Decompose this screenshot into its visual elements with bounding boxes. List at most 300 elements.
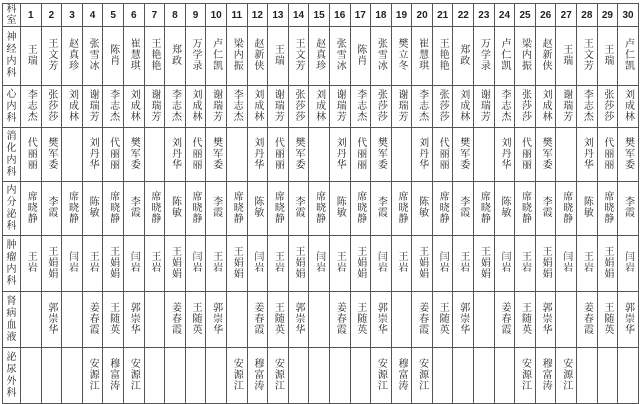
doctor-name: 王娟娟 xyxy=(601,245,613,279)
duty-cell xyxy=(515,27,536,86)
doctor-name: 李志杰 xyxy=(416,88,428,122)
doctor-name: 樊军委 xyxy=(293,136,305,170)
duty-cell xyxy=(185,86,206,128)
doctor-name: 闫岩 xyxy=(560,251,572,273)
doctor-name: 席晓静 xyxy=(272,190,284,224)
doctor-name: 陈肖 xyxy=(107,43,119,66)
doctor-name: 刘丹华 xyxy=(581,136,593,170)
duty-cell xyxy=(556,128,577,182)
duty-cell xyxy=(247,292,268,348)
duty-cell xyxy=(288,128,309,182)
duty-cell xyxy=(144,348,165,404)
duty-cell xyxy=(474,86,495,128)
doctor-name: 闫岩 xyxy=(437,251,449,273)
doctor-name: 卢仁凯 xyxy=(498,38,510,71)
doctor-name: 席晓静 xyxy=(190,190,202,224)
duty-cell xyxy=(494,236,515,292)
doctor-name: 闫岩 xyxy=(66,251,78,273)
duty-cell xyxy=(577,182,598,236)
duty-cell xyxy=(391,182,412,236)
department-label: 消化内科 xyxy=(3,128,21,182)
header-row xyxy=(3,4,639,27)
doctor-name: 崔慧琪 xyxy=(128,38,140,71)
duty-cell xyxy=(329,86,350,128)
doctor-name: 王岩 xyxy=(519,251,531,273)
doctor-name: 代丽丽 xyxy=(354,136,366,170)
duty-cell xyxy=(329,292,350,348)
doctor-name: 代丽丽 xyxy=(25,136,37,170)
duty-cell xyxy=(165,182,186,236)
day-header: 19 xyxy=(391,4,412,27)
doctor-name: 陈敏 xyxy=(498,196,510,218)
duty-cell xyxy=(288,348,309,404)
doctor-name: 王随英 xyxy=(354,301,366,335)
duty-cell xyxy=(494,27,515,86)
duty-cell xyxy=(247,182,268,236)
duty-cell xyxy=(82,348,103,404)
doctor-name: 王岩 xyxy=(581,251,593,273)
doctor-name: 郭崇华 xyxy=(45,301,57,335)
duty-cell xyxy=(21,86,42,128)
doctor-name: 郭崇华 xyxy=(375,301,387,335)
doctor-name: 李霞 xyxy=(375,196,387,218)
schedule-row xyxy=(3,182,639,236)
duty-cell xyxy=(103,27,124,86)
doctor-name: 李霞 xyxy=(457,196,469,218)
duty-cell xyxy=(577,86,598,128)
duty-cell xyxy=(350,236,371,292)
duty-cell xyxy=(21,236,42,292)
duty-cell xyxy=(144,128,165,182)
doctor-name: 闫岩 xyxy=(498,251,510,273)
doctor-name: 谢瑞芳 xyxy=(395,88,407,122)
duty-cell xyxy=(391,236,412,292)
duty-cell xyxy=(474,348,495,404)
duty-cell xyxy=(144,236,165,292)
doctor-name: 郑政 xyxy=(169,43,181,66)
duty-cell xyxy=(597,182,618,236)
doctor-name: 陈肖 xyxy=(354,43,366,66)
duty-cell xyxy=(350,27,371,86)
duty-cell xyxy=(82,86,103,128)
doctor-name: 穆富涛 xyxy=(107,357,119,391)
doctor-name: 席晓静 xyxy=(478,190,490,224)
duty-cell xyxy=(618,348,639,404)
duty-cell xyxy=(268,348,289,404)
day-header: 11 xyxy=(226,4,247,27)
department-label: 肾病血液 xyxy=(3,292,21,348)
doctor-name: 刘成林 xyxy=(457,88,469,122)
doctor-name: 安源江 xyxy=(416,357,428,391)
doctor-name: 郭崇华 xyxy=(293,301,305,335)
day-header: 13 xyxy=(268,4,289,27)
doctor-name: 刘丹华 xyxy=(334,136,346,170)
duty-cell xyxy=(556,86,577,128)
doctor-name: 张莎莎 xyxy=(293,88,305,122)
duty-cell xyxy=(268,292,289,348)
doctor-name: 郑政 xyxy=(457,43,469,66)
department-label: 肿瘤内科 xyxy=(3,236,21,292)
duty-cell xyxy=(453,182,474,236)
doctor-name: 王文芳 xyxy=(45,38,57,71)
doctor-name: 樊军委 xyxy=(457,136,469,170)
duty-cell xyxy=(165,348,186,404)
doctor-name: 王娟娟 xyxy=(478,245,490,279)
duty-cell xyxy=(82,182,103,236)
day-header: 20 xyxy=(412,4,433,27)
duty-cell xyxy=(453,348,474,404)
doctor-name: 穆富涛 xyxy=(540,357,552,391)
duty-cell xyxy=(309,27,330,86)
doctor-name: 席晓静 xyxy=(437,190,449,224)
doctor-name: 郭崇华 xyxy=(622,301,634,335)
duty-cell xyxy=(618,128,639,182)
duty-cell xyxy=(350,292,371,348)
doctor-name: 梁内振 xyxy=(519,38,531,71)
doctor-name: 闫岩 xyxy=(375,251,387,273)
doctor-name: 王随英 xyxy=(437,301,449,335)
doctor-name: 席晓静 xyxy=(354,190,366,224)
duty-cell xyxy=(432,236,453,292)
day-header: 27 xyxy=(556,4,577,27)
doctor-name: 刘成林 xyxy=(251,88,263,122)
duty-cell xyxy=(82,236,103,292)
doctor-name: 李志杰 xyxy=(25,88,37,122)
duty-cell xyxy=(62,348,83,404)
duty-cell xyxy=(123,236,144,292)
duty-cell xyxy=(226,27,247,86)
duty-cell xyxy=(453,128,474,182)
doctor-name: 张莎莎 xyxy=(519,88,531,122)
doctor-name: 李霞 xyxy=(622,196,634,218)
doctor-name: 樊军委 xyxy=(375,136,387,170)
duty-cell xyxy=(41,348,62,404)
doctor-name: 闫岩 xyxy=(190,251,202,273)
doctor-name: 王随英 xyxy=(601,301,613,335)
duty-cell xyxy=(474,128,495,182)
day-header: 3 xyxy=(62,4,83,27)
doctor-name: 郭崇华 xyxy=(540,301,552,335)
duty-cell xyxy=(123,292,144,348)
doctor-name: 张雪冰 xyxy=(375,38,387,71)
day-header: 12 xyxy=(247,4,268,27)
doctor-name: 姜春霞 xyxy=(251,301,263,335)
duty-cell xyxy=(329,182,350,236)
day-header: 10 xyxy=(206,4,227,27)
doctor-name: 李志杰 xyxy=(581,88,593,122)
doctor-name: 王文芳 xyxy=(581,38,593,71)
doctor-name: 谢瑞芳 xyxy=(334,88,346,122)
doctor-name: 王文芳 xyxy=(293,38,305,71)
duty-cell xyxy=(309,292,330,348)
duty-schedule-table xyxy=(2,3,639,404)
duty-cell xyxy=(144,86,165,128)
duty-cell xyxy=(288,182,309,236)
duty-cell xyxy=(453,27,474,86)
duty-cell xyxy=(247,348,268,404)
duty-cell xyxy=(494,128,515,182)
duty-cell xyxy=(288,236,309,292)
doctor-name: 席晓静 xyxy=(25,190,37,224)
doctor-name: 刘丹华 xyxy=(498,136,510,170)
duty-cell xyxy=(123,86,144,128)
doctor-name: 崔慧琪 xyxy=(416,38,428,71)
doctor-name: 姜春霞 xyxy=(334,301,346,335)
duty-cell xyxy=(535,86,556,128)
duty-cell xyxy=(597,86,618,128)
duty-cell xyxy=(350,86,371,128)
doctor-name: 安源江 xyxy=(560,357,572,391)
doctor-name: 刘丹华 xyxy=(416,136,428,170)
duty-cell xyxy=(577,348,598,404)
doctor-name: 樊军委 xyxy=(210,136,222,170)
doctor-name: 王娟娟 xyxy=(354,245,366,279)
duty-cell xyxy=(494,182,515,236)
duty-cell xyxy=(535,292,556,348)
duty-cell xyxy=(309,348,330,404)
doctor-name: 刘成林 xyxy=(622,88,634,122)
duty-cell xyxy=(41,27,62,86)
doctor-name: 李志杰 xyxy=(498,88,510,122)
doctor-name: 姜春霞 xyxy=(169,301,181,335)
doctor-name: 席晓静 xyxy=(601,190,613,224)
duty-cell xyxy=(432,128,453,182)
doctor-name: 代丽丽 xyxy=(272,136,284,170)
doctor-name: 王随英 xyxy=(519,301,531,335)
doctor-name: 代丽丽 xyxy=(519,136,531,170)
day-header: 29 xyxy=(597,4,618,27)
duty-cell xyxy=(474,27,495,86)
duty-cell xyxy=(494,292,515,348)
duty-cell xyxy=(329,348,350,404)
day-header: 28 xyxy=(577,4,598,27)
doctor-name: 代丽丽 xyxy=(601,136,613,170)
duty-cell xyxy=(309,182,330,236)
duty-cell xyxy=(165,27,186,86)
doctor-name: 张雪冰 xyxy=(87,38,99,71)
doctor-name: 安源江 xyxy=(87,357,99,391)
doctor-name: 赵真珍 xyxy=(313,38,325,71)
duty-cell xyxy=(123,348,144,404)
day-header: 6 xyxy=(123,4,144,27)
duty-cell xyxy=(535,128,556,182)
duty-cell xyxy=(391,292,412,348)
doctor-name: 陈敏 xyxy=(87,196,99,218)
doctor-name: 张莎莎 xyxy=(45,88,57,122)
duty-cell xyxy=(618,86,639,128)
duty-cell xyxy=(206,236,227,292)
duty-cell xyxy=(515,236,536,292)
doctor-name: 樊军委 xyxy=(622,136,634,170)
duty-cell xyxy=(432,86,453,128)
duty-cell xyxy=(206,86,227,128)
duty-cell xyxy=(597,292,618,348)
duty-cell xyxy=(226,128,247,182)
doctor-name: 王岩 xyxy=(87,251,99,273)
doctor-name: 张莎莎 xyxy=(437,88,449,122)
day-header: 1 xyxy=(21,4,42,27)
duty-cell xyxy=(226,292,247,348)
doctor-name: 刘成林 xyxy=(190,88,202,122)
duty-cell xyxy=(288,86,309,128)
duty-cell xyxy=(288,292,309,348)
duty-cell xyxy=(41,292,62,348)
duty-cell xyxy=(577,292,598,348)
duty-cell xyxy=(412,236,433,292)
doctor-name: 王瑞 xyxy=(560,43,572,66)
duty-cell xyxy=(371,182,392,236)
duty-cell xyxy=(535,182,556,236)
duty-cell xyxy=(618,182,639,236)
duty-cell xyxy=(597,128,618,182)
doctor-name: 闫岩 xyxy=(128,251,140,273)
duty-cell xyxy=(268,27,289,86)
duty-cell xyxy=(535,27,556,86)
duty-cell xyxy=(268,86,289,128)
doctor-name: 谢瑞芳 xyxy=(87,88,99,122)
duty-cell xyxy=(371,292,392,348)
day-header: 17 xyxy=(350,4,371,27)
duty-cell xyxy=(185,27,206,86)
doctor-name: 樊军委 xyxy=(540,136,552,170)
doctor-name: 刘成林 xyxy=(66,88,78,122)
doctor-name: 李霞 xyxy=(540,196,552,218)
duty-cell xyxy=(350,348,371,404)
duty-cell xyxy=(391,128,412,182)
duty-cell xyxy=(185,236,206,292)
duty-cell xyxy=(329,27,350,86)
doctor-name: 李霞 xyxy=(128,196,140,218)
duty-cell xyxy=(62,86,83,128)
doctor-name: 王岩 xyxy=(395,251,407,273)
duty-cell xyxy=(432,292,453,348)
duty-cell xyxy=(144,182,165,236)
duty-cell xyxy=(453,86,474,128)
duty-cell xyxy=(103,86,124,128)
schedule-row xyxy=(3,86,639,128)
doctor-name: 卢仁凯 xyxy=(210,38,222,71)
duty-cell xyxy=(123,182,144,236)
doctor-name: 王瑞 xyxy=(601,43,613,66)
duty-cell xyxy=(309,236,330,292)
doctor-name: 赵真珍 xyxy=(66,38,78,71)
day-header: 26 xyxy=(535,4,556,27)
duty-cell xyxy=(474,292,495,348)
duty-cell xyxy=(371,236,392,292)
duty-cell xyxy=(21,128,42,182)
doctor-name: 代丽丽 xyxy=(107,136,119,170)
doctor-name: 安源江 xyxy=(519,357,531,391)
duty-cell xyxy=(556,348,577,404)
duty-cell xyxy=(103,236,124,292)
doctor-name: 万学录 xyxy=(190,38,202,71)
doctor-name: 席晓静 xyxy=(313,190,325,224)
doctor-name: 刘丹华 xyxy=(87,136,99,170)
duty-cell xyxy=(144,27,165,86)
day-header: 4 xyxy=(82,4,103,27)
duty-cell xyxy=(577,128,598,182)
duty-cell xyxy=(597,348,618,404)
doctor-name: 席晓静 xyxy=(395,190,407,224)
duty-cell xyxy=(556,292,577,348)
duty-cell xyxy=(515,292,536,348)
duty-cell xyxy=(309,86,330,128)
day-header: 14 xyxy=(288,4,309,27)
duty-cell xyxy=(62,236,83,292)
duty-cell xyxy=(515,182,536,236)
day-header: 24 xyxy=(494,4,515,27)
doctor-name: 席晓静 xyxy=(107,190,119,224)
doctor-name: 刘丹华 xyxy=(169,136,181,170)
duty-cell xyxy=(226,86,247,128)
department-label: 内分泌科 xyxy=(3,182,21,236)
doctor-name: 穆富涛 xyxy=(251,357,263,391)
day-header: 8 xyxy=(165,4,186,27)
doctor-name: 姜春霞 xyxy=(416,301,428,335)
duty-cell xyxy=(226,182,247,236)
day-header: 30 xyxy=(618,4,639,27)
doctor-name: 安源江 xyxy=(128,357,140,391)
duty-cell xyxy=(329,128,350,182)
doctor-name: 谢瑞芳 xyxy=(148,88,160,122)
duty-cell xyxy=(371,27,392,86)
doctor-name: 席晓静 xyxy=(66,190,78,224)
duty-cell xyxy=(391,86,412,128)
doctor-name: 李霞 xyxy=(45,196,57,218)
duty-cell xyxy=(453,292,474,348)
doctor-name: 樊军委 xyxy=(45,136,57,170)
doctor-name: 姜春霞 xyxy=(581,301,593,335)
doctor-name: 陈敏 xyxy=(334,196,346,218)
doctor-name: 王娟娟 xyxy=(416,245,428,279)
doctor-name: 李霞 xyxy=(293,196,305,218)
corner-label: 科室 xyxy=(3,4,21,27)
duty-cell xyxy=(247,86,268,128)
doctor-name: 李霞 xyxy=(210,196,222,218)
schedule-row xyxy=(3,128,639,182)
doctor-name: 代丽丽 xyxy=(437,136,449,170)
duty-cell xyxy=(21,27,42,86)
duty-cell xyxy=(103,292,124,348)
duty-cell xyxy=(535,348,556,404)
duty-cell xyxy=(432,27,453,86)
duty-cell xyxy=(165,292,186,348)
duty-cell xyxy=(41,86,62,128)
duty-cell xyxy=(21,348,42,404)
doctor-name: 赵新侠 xyxy=(540,38,552,71)
duty-cell xyxy=(41,182,62,236)
duty-cell xyxy=(350,128,371,182)
duty-cell xyxy=(350,182,371,236)
duty-cell xyxy=(21,182,42,236)
doctor-name: 王瑞 xyxy=(25,43,37,66)
duty-cell xyxy=(535,236,556,292)
duty-cell xyxy=(515,128,536,182)
doctor-name: 王随英 xyxy=(107,301,119,335)
doctor-name: 穆富涛 xyxy=(395,357,407,391)
duty-cell xyxy=(82,128,103,182)
duty-cell xyxy=(268,236,289,292)
doctor-name: 席晓静 xyxy=(148,190,160,224)
duty-cell xyxy=(21,292,42,348)
day-header: 18 xyxy=(371,4,392,27)
duty-cell xyxy=(82,292,103,348)
duty-cell xyxy=(412,86,433,128)
duty-cell xyxy=(185,182,206,236)
day-header: 2 xyxy=(41,4,62,27)
doctor-name: 安源江 xyxy=(231,357,243,391)
duty-cell xyxy=(556,182,577,236)
